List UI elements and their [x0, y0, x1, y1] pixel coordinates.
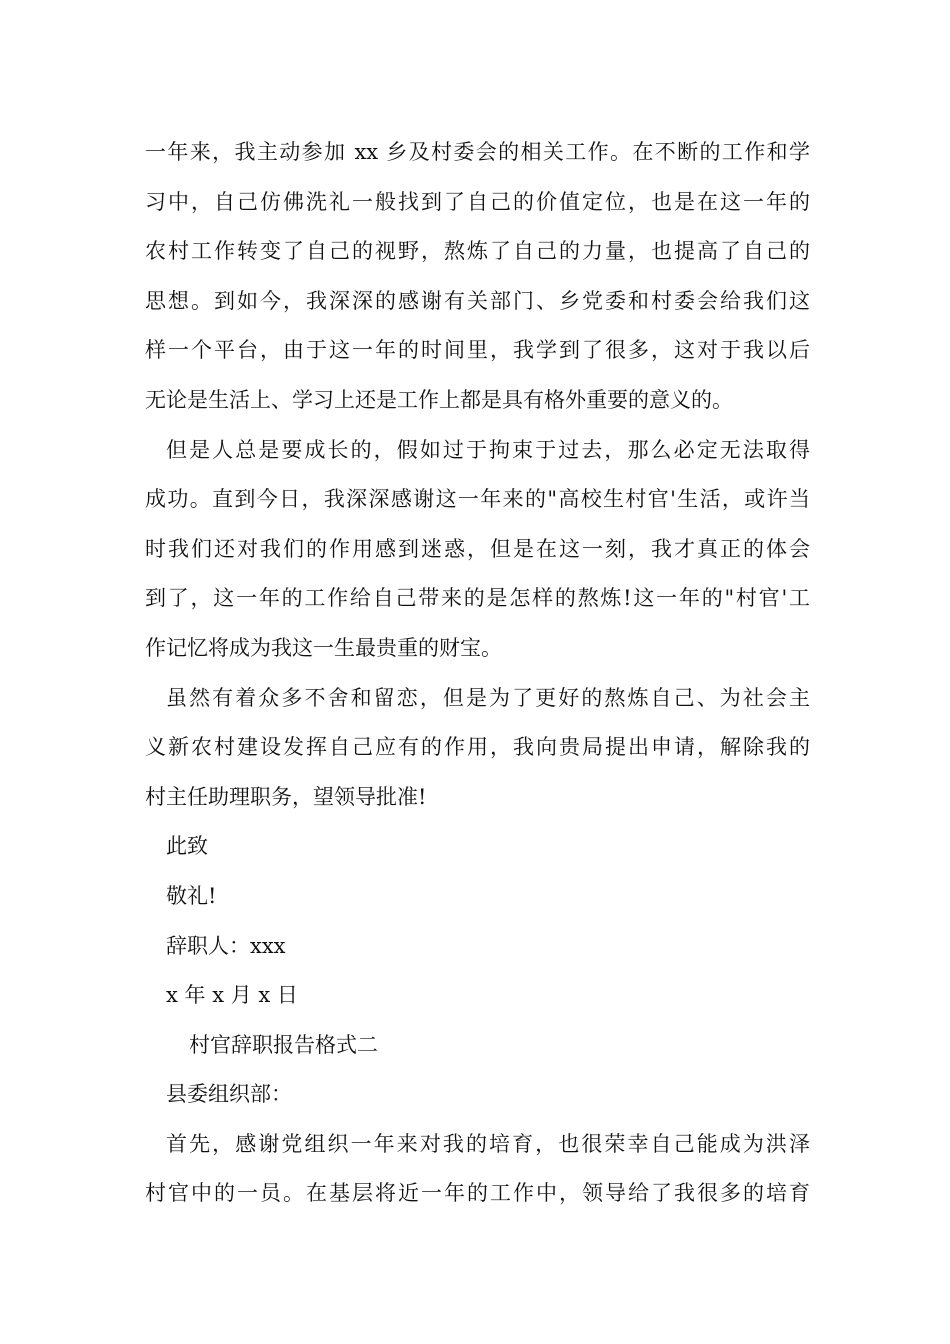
- text-line: 习中，自己仿佛洗礼一般找到了自己的价值定位，也是在这一年的: [145, 189, 810, 214]
- text-line: 无论是生活上、学习上还是工作上都是具有格外重要的意义的。: [145, 387, 733, 412]
- text-line: 村主任助理职务，望领导批准!: [145, 784, 427, 809]
- paragraph-2: [145, 426, 810, 674]
- text-line: 时我们还对我们的作用感到迷惑，但是在这一刻，我才真正的体会: [145, 536, 810, 561]
- text-line: 村官中的一员。在基层将近一年的工作中，领导给了我很多的培育: [145, 1181, 810, 1206]
- paragraph-1: [145, 128, 810, 426]
- text-line: 虽然有着众多不舍和留恋，但是为了更好的熬炼自己、为社会主: [166, 685, 810, 710]
- signature: 辞职人：xxx: [166, 933, 286, 958]
- text-line: 成功。直到今日，我深深感谢这一年来的"高校生村官'生活，或许当: [145, 487, 810, 512]
- addressee: 县委组织部：: [166, 1082, 292, 1107]
- date: x 年 x 月 x 日: [166, 983, 298, 1008]
- text-line: 农村工作转变了自己的视野，熬炼了自己的力量，也提高了自己的: [145, 239, 810, 264]
- text-line: 一年来，我主动参加 xx 乡及村委会的相关工作。在不断的工作和学: [145, 140, 810, 164]
- text-line: 思想。到如今，我深深的感谢有关部门、乡党委和村委会给我们这: [145, 288, 810, 313]
- paragraph-4: [145, 1120, 810, 1219]
- text-line: 但是人总是要成长的，假如过于拘束于过去，那么必定无法取得: [166, 437, 810, 462]
- text-line: 作记忆将成为我这一生最贵重的财宝。: [145, 635, 502, 660]
- text-line: 到了，这一年的工作给自己带来的是怎样的熬炼!这一年的"村官'工: [145, 586, 810, 611]
- text-line: 首先，感谢党组织一年来对我的培育，也很荣幸自己能成为洪泽: [166, 1131, 810, 1156]
- text-line: 义新农村建设发挥自己应有的作用，我向贵局提出申请，解除我的: [145, 735, 810, 760]
- document-body: [145, 128, 810, 1219]
- paragraph-3: [145, 674, 810, 823]
- regards: 敬礼!: [166, 883, 217, 908]
- text-line: 样一个平台，由于这一年的时间里，我学到了很多，这对于我以后: [145, 338, 810, 363]
- salutation: 此致: [166, 834, 208, 859]
- section-title: 村官辞职报告格式二: [189, 1032, 378, 1057]
